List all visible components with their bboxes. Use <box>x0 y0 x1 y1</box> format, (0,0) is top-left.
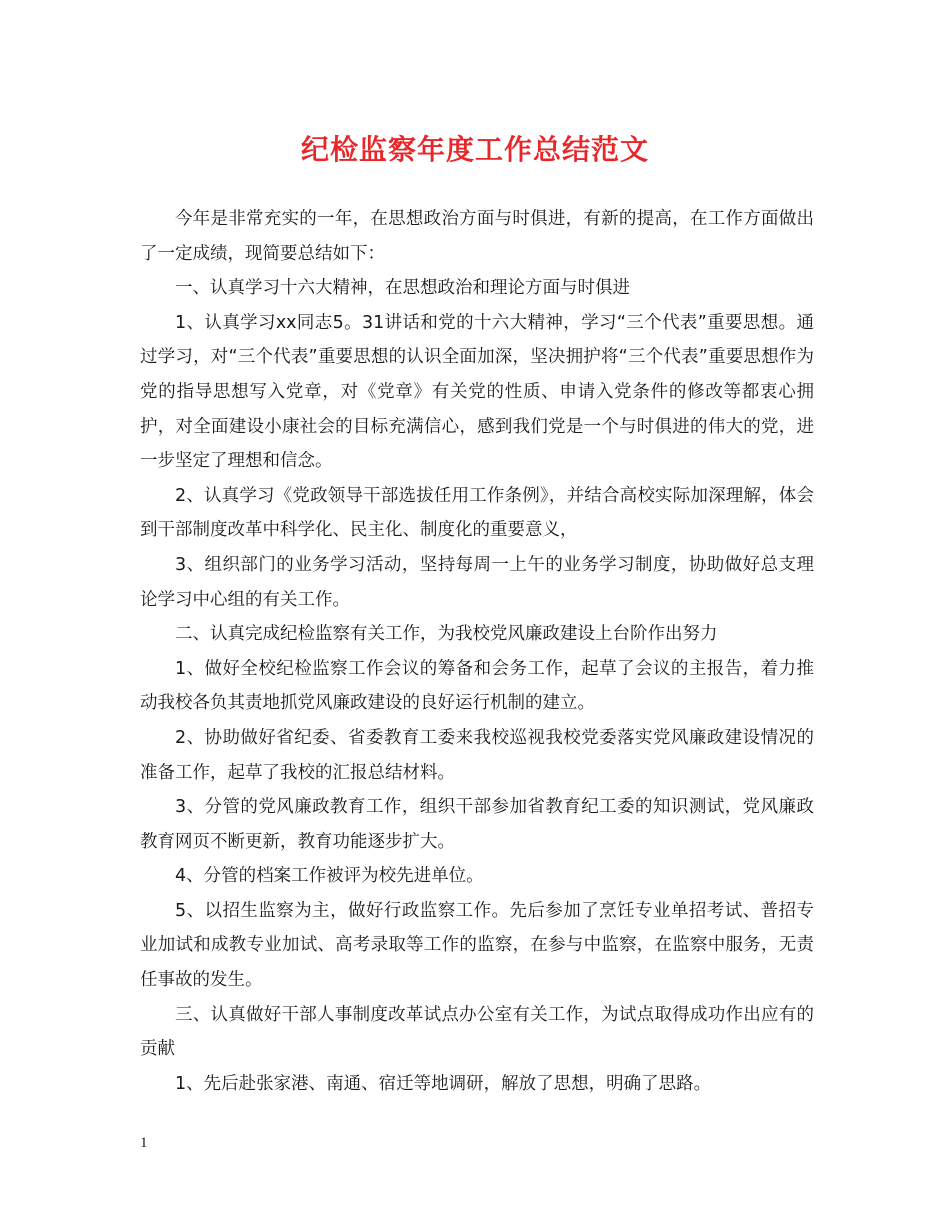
paragraph-section-2-item-5: 5、以招生监察为主，做好行政监察工作。先后参加了烹饪专业单招考试、普招专业加试和成教专业加试、高考录取等工作的监察，在参与中监察，在监察中服务，无责任事故的发生。 <box>140 900 814 991</box>
paragraph-section-2-item-2: 2、协助做好省纪委、省委教育工委来我校巡视我校党委落实党风廉政建设情况的准备工作，起草了我校的汇报总结材料。 <box>140 727 814 783</box>
document-body <box>140 202 814 1101</box>
paragraph-section-2-item-4: 4、分管的档案工作被评为校先进单位。 <box>175 866 484 887</box>
paragraph-section-2-heading: 二、认真完成纪检监察有关工作，为我校党风廉政建设上台阶作出努力 <box>175 624 718 645</box>
page-number: 1 <box>140 1135 148 1151</box>
paragraph-section-1-heading: 一、认真学习十六大精神，在思想政治和理论方面与时俱进 <box>175 278 630 299</box>
paragraph-section-2-item-1: 1、做好全校纪检监察工作会议的筹备和会务工作，起草了会议的主报告，着力推动我校各负其责地抓党风廉政建设的良好运行机制的建立。 <box>140 658 814 714</box>
paragraph-section-1-item-1: 1、认真学习xx同志5。31讲话和党的十六大精神，学习“三个代表”重要思想。通过学习，对“三个代表”重要思想的认识全面加深，坚决拥护将“三个代表”重要思想作为党的指导思想写入党章，对《党章》有关党的性质、申请入党条件的修改等都衷心拥护，对全面建设小康社会的目标充满信心，感到我们党是一个与时俱进的伟大的党，进一步坚定了理想和信念。 <box>140 312 814 472</box>
paragraph-section-2-item-3: 3、分管的党风廉政教育工作，组织干部参加省教育纪工委的知识测试，党风廉政教育网页不断更新，教育功能逐步扩大。 <box>140 797 814 852</box>
paragraph-section-1-item-2: 2、认真学习《党政领导干部选拔任用工作条例》，并结合高校实际加深理解，体会到干部制度改革中科学化、民主化、制度化的重要意义， <box>140 485 814 541</box>
paragraph-section-1-item-3: 3、组织部门的业务学习活动，坚持每周一上午的业务学习制度，协助做好总支理论学习中心组的有关工作。 <box>140 554 814 610</box>
document-title: 纪检监察年度工作总结范文 <box>300 133 649 166</box>
paragraph-section-3-heading: 三、认真做好干部人事制度改革试点办公室有关工作，为试点取得成功作出应有的贡献 <box>140 1004 814 1060</box>
paragraph-section-3-item-1: 1、先后赴张家港、南通、宿迁等地调研，解放了思想，明确了思路。 <box>175 1073 712 1094</box>
paragraph-intro: 今年是非常充实的一年，在思想政治方面与时俱进，有新的提高，在工作方面做出了一定成绩，现简要总结如下： <box>140 209 814 264</box>
